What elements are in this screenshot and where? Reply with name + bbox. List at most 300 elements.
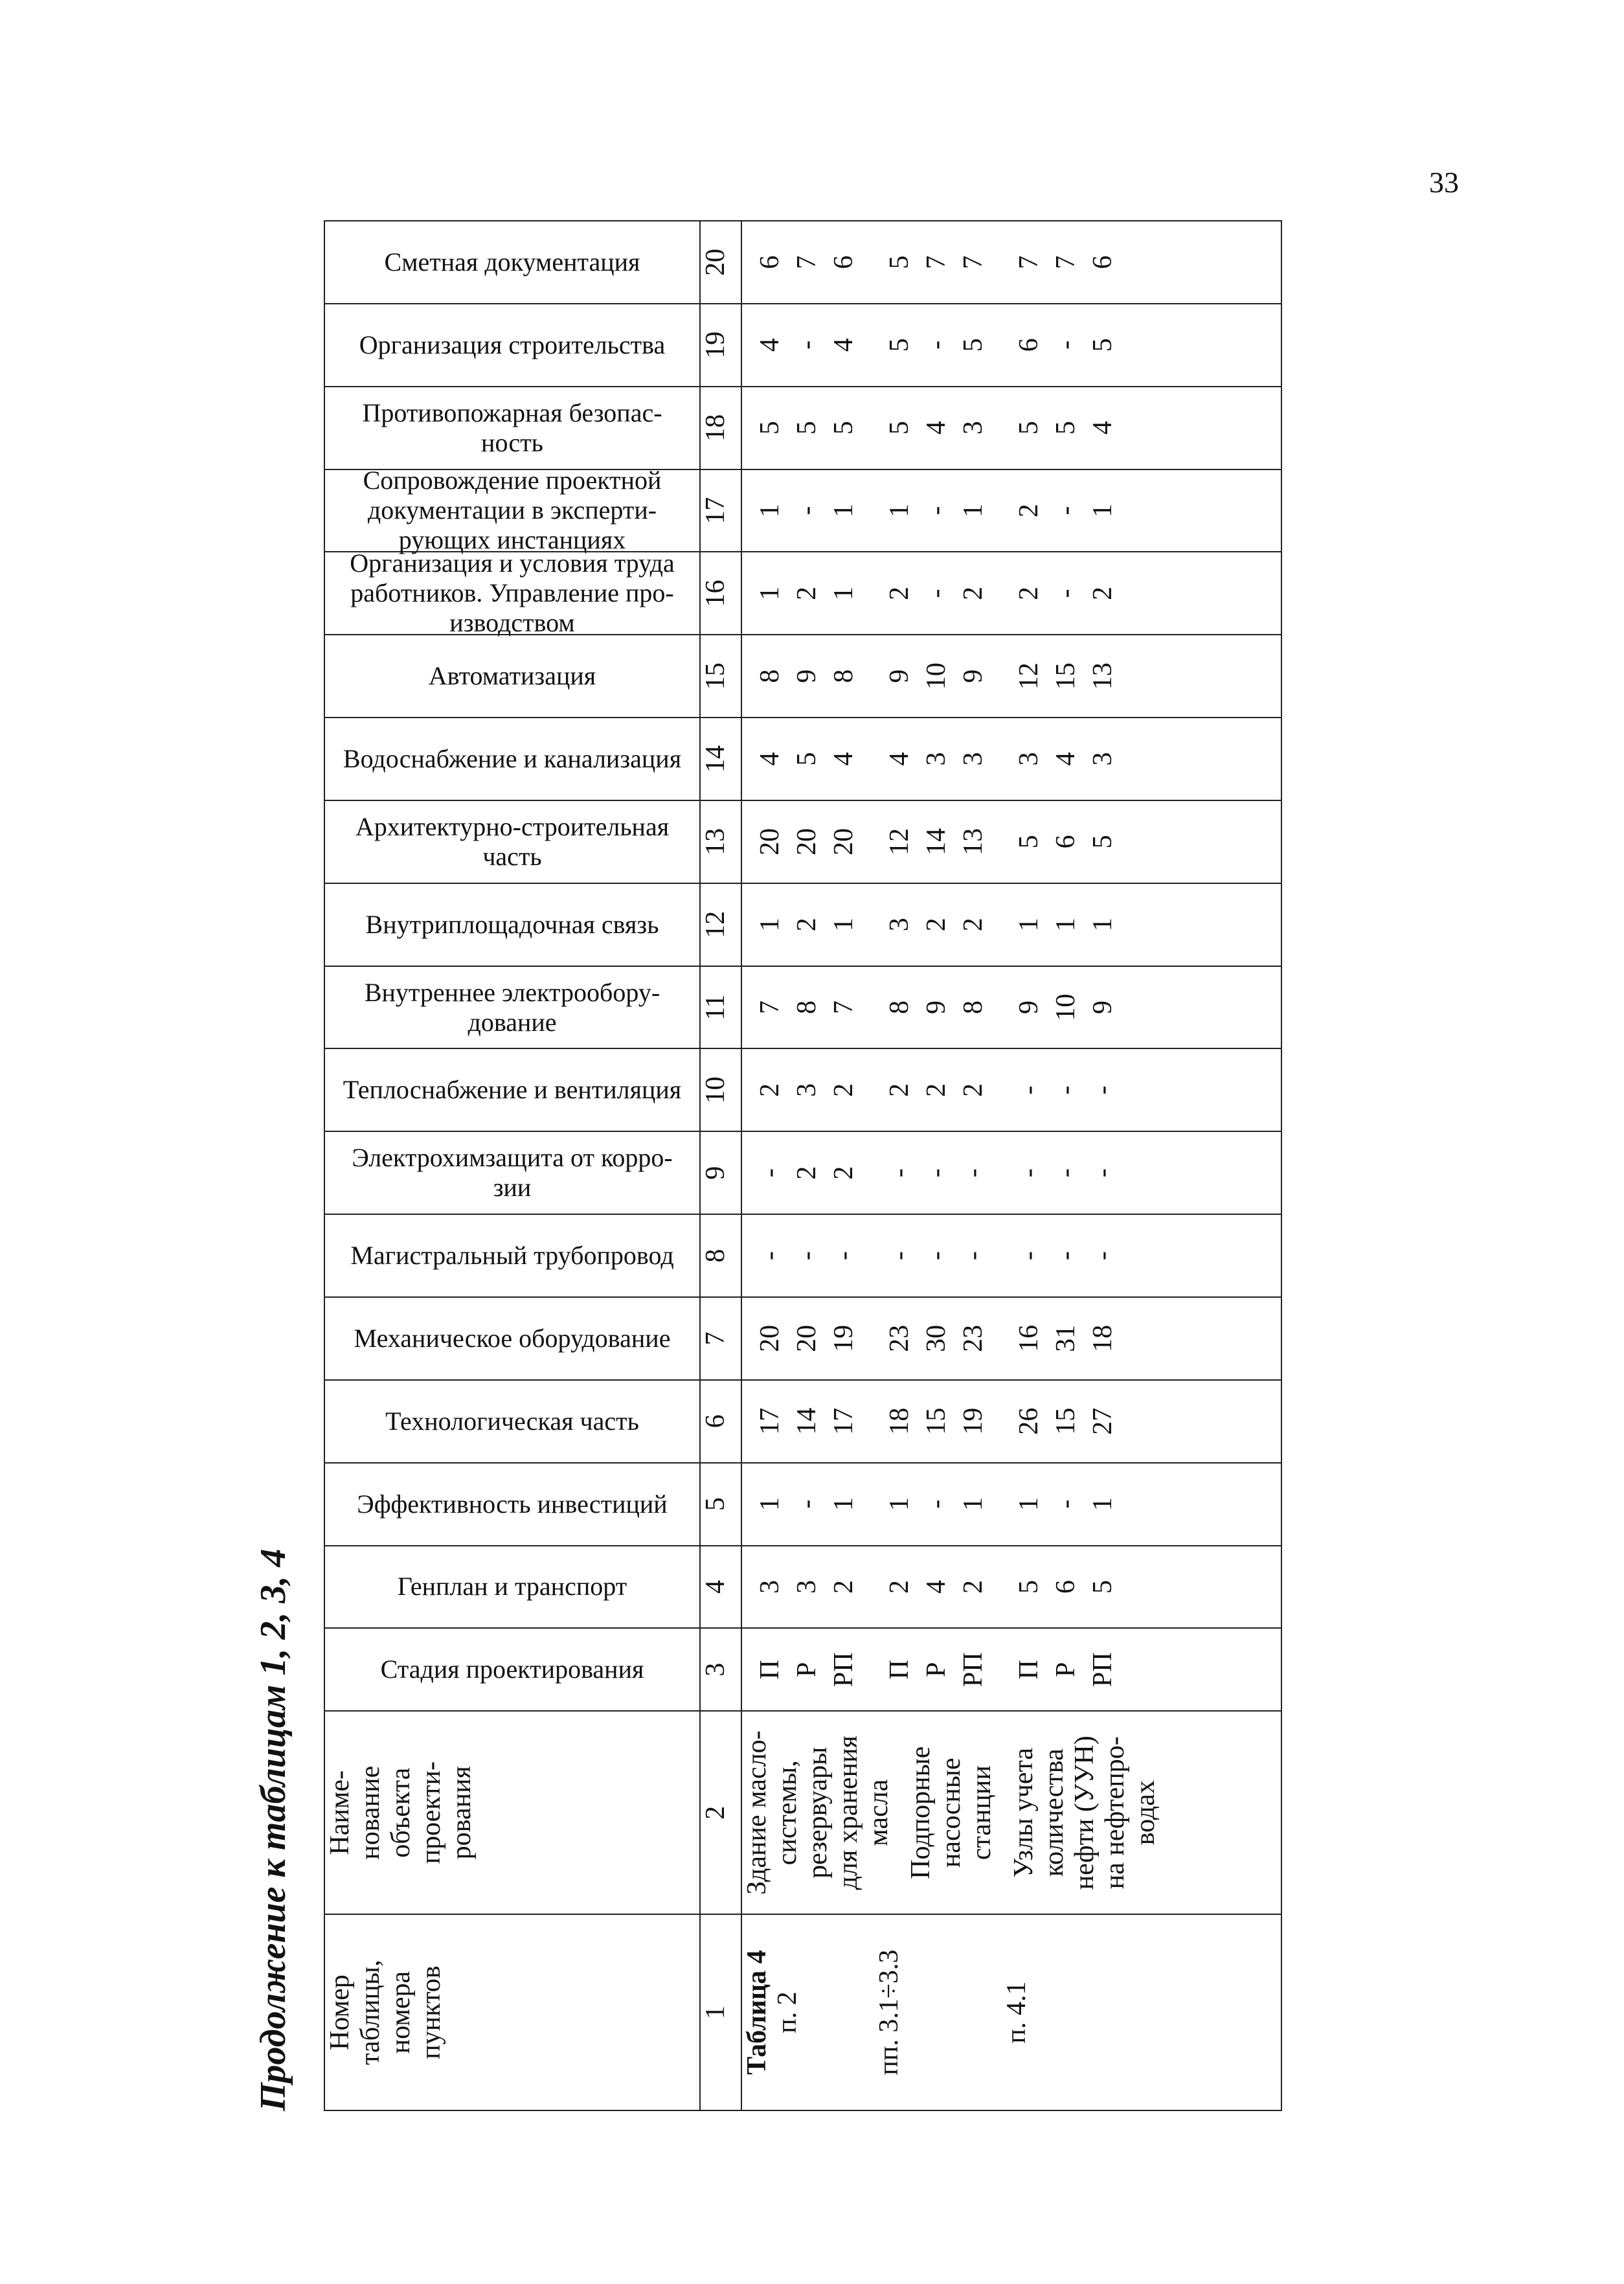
value: 2 <box>829 1579 859 1594</box>
stage-value: РП <box>1088 1652 1118 1688</box>
header-column-label: Сопровождение проектной документации в эксперти- рующих инстанциях <box>363 466 662 555</box>
value-group <box>872 1464 1001 1545</box>
value-cell <box>741 1297 1281 1380</box>
value-group <box>872 1215 1001 1296</box>
value-cell <box>741 1048 1281 1131</box>
value: - <box>1013 1168 1044 1178</box>
value: 4 <box>829 338 859 352</box>
object-name-line: станции <box>967 1765 997 1860</box>
value-cell <box>741 552 1281 635</box>
value-group <box>872 967 1001 1048</box>
value: 6 <box>1050 1579 1081 1594</box>
value-group <box>872 387 1001 469</box>
value: - <box>1050 1499 1081 1509</box>
value-group <box>742 1298 872 1379</box>
header-line: номера <box>386 1971 416 2054</box>
object-name-line: системы, <box>773 1760 803 1866</box>
value: 1 <box>1088 1497 1118 1511</box>
value-group <box>742 387 872 469</box>
header-column <box>324 387 700 469</box>
value-group <box>742 1629 872 1710</box>
value: - <box>1088 1168 1118 1178</box>
value-cell <box>741 221 1281 304</box>
value: 4 <box>754 338 785 352</box>
value-group <box>1001 1132 1131 1214</box>
value-cell <box>741 469 1281 552</box>
value: 2 <box>791 918 822 932</box>
value: 9 <box>791 669 822 683</box>
value: 20 <box>829 828 859 855</box>
value-group <box>872 1546 1001 1628</box>
column-number: 3 <box>700 1628 741 1711</box>
value: 14 <box>791 1407 822 1435</box>
value-group <box>872 635 1001 717</box>
value-group <box>1001 884 1131 966</box>
header-column-label: Внутриплощадочная связь <box>365 909 659 939</box>
value-group <box>872 884 1001 966</box>
value: 2 <box>884 1083 914 1097</box>
value-cell <box>741 1546 1281 1629</box>
object-name-line: нефти (УУН) <box>1070 1736 1100 1890</box>
header-column-label: Противопожарная безопас- ность <box>362 398 662 457</box>
value: 3 <box>754 1579 785 1594</box>
header-column <box>324 1297 700 1380</box>
header-column <box>324 1214 700 1297</box>
column-number: 10 <box>700 1048 741 1131</box>
header-column-label: Автоматизация <box>428 661 596 691</box>
header-table-number <box>324 1914 700 2110</box>
value-group <box>742 1381 872 1462</box>
value: 1 <box>958 1497 989 1511</box>
value-group <box>742 1132 872 1214</box>
value: 2 <box>958 586 989 600</box>
value: 5 <box>791 752 822 766</box>
column-number: 6 <box>700 1380 741 1463</box>
column-number: 14 <box>700 718 741 800</box>
value: 1 <box>754 1497 785 1511</box>
value: 1 <box>754 586 785 600</box>
value: 16 <box>1013 1324 1044 1352</box>
object-name-cell <box>741 1711 1281 1914</box>
value: 4 <box>754 752 785 766</box>
value: 9 <box>958 669 989 683</box>
value: 8 <box>958 1001 989 1015</box>
value: - <box>791 1499 822 1509</box>
value: - <box>884 1251 914 1261</box>
value: - <box>1013 1251 1044 1261</box>
table-number-line: п. 2 <box>773 1991 803 2033</box>
value-cell <box>741 304 1281 387</box>
value: 26 <box>1013 1407 1044 1435</box>
value: - <box>1050 589 1081 598</box>
value-group <box>872 304 1001 386</box>
value: 13 <box>958 828 989 855</box>
value: 5 <box>829 421 859 435</box>
object-name-line: насосные <box>936 1758 967 1868</box>
value: 6 <box>829 255 859 269</box>
value: 13 <box>1088 662 1118 690</box>
value: 1 <box>1050 918 1081 932</box>
value: 5 <box>884 421 914 435</box>
header-column <box>324 1463 700 1546</box>
column-number: 7 <box>700 1297 741 1380</box>
value: 5 <box>1088 338 1118 352</box>
column-number: 12 <box>700 883 741 966</box>
value-group <box>1001 1464 1131 1545</box>
object-name-line: Узлы учета <box>1009 1747 1039 1878</box>
value: 31 <box>1050 1324 1081 1352</box>
value: 2 <box>829 1083 859 1097</box>
value: 20 <box>754 1324 785 1352</box>
value-group <box>742 1464 872 1545</box>
value: 2 <box>958 1579 989 1594</box>
value-cell <box>741 387 1281 469</box>
value: - <box>1013 1085 1044 1095</box>
value: 7 <box>791 255 822 269</box>
header-line: пунктов <box>416 1965 447 2059</box>
value: 2 <box>884 1579 914 1594</box>
value-group <box>742 304 872 386</box>
header-column-label: Генплан и транспорт <box>397 1572 627 1601</box>
value: 5 <box>754 421 785 435</box>
value: - <box>958 1251 989 1261</box>
value: 1 <box>829 1497 859 1511</box>
column-number: 15 <box>700 635 741 718</box>
value-group <box>1001 801 1131 883</box>
value: 2 <box>829 1166 859 1180</box>
value-group <box>1001 1298 1131 1379</box>
stage-value: П <box>1013 1660 1044 1680</box>
object-name-group <box>906 1712 997 1914</box>
value-group <box>872 801 1001 883</box>
header-line: Номер <box>325 1974 355 2050</box>
value: 12 <box>1013 662 1044 690</box>
table-number-cell <box>741 1914 1281 2110</box>
column-number: 11 <box>700 966 741 1049</box>
header-column-label: Теплоснабжение и вентиляция <box>343 1075 682 1105</box>
object-name-line: Подпорные <box>906 1746 936 1879</box>
column-number: 4 <box>700 1546 741 1629</box>
rotated-table-area <box>253 220 1515 2111</box>
value: 27 <box>1088 1407 1118 1435</box>
value: 2 <box>1013 586 1044 600</box>
value: 15 <box>1050 1407 1081 1435</box>
value: 3 <box>791 1579 822 1594</box>
value: - <box>1050 340 1081 350</box>
header-column <box>324 966 700 1049</box>
value: 2 <box>921 1083 951 1097</box>
column-number: 20 <box>700 221 741 304</box>
value-cell <box>741 800 1281 883</box>
stage-value: РП <box>958 1652 989 1688</box>
value: - <box>1050 1085 1081 1095</box>
stage-value: П <box>884 1660 914 1680</box>
header-column <box>324 1131 700 1214</box>
stage-value: Р <box>1050 1662 1081 1677</box>
value: 9 <box>1013 1001 1044 1015</box>
object-name-group <box>742 1712 894 1914</box>
value: 7 <box>754 1001 785 1015</box>
header-column <box>324 718 700 800</box>
value: 3 <box>921 752 951 766</box>
value: - <box>958 1168 989 1178</box>
header-object-name <box>324 1711 700 1914</box>
value-cell <box>741 1463 1281 1546</box>
value-group <box>872 470 1001 552</box>
value-group <box>1001 1381 1131 1462</box>
value-group <box>872 552 1001 634</box>
value-group <box>1001 967 1131 1048</box>
header-column-label: Механическое оборудование <box>354 1323 671 1353</box>
header-column-label: Стадия проектирования <box>380 1655 644 1684</box>
value: 9 <box>884 669 914 683</box>
value: 2 <box>791 1166 822 1180</box>
value-cell <box>741 966 1281 1049</box>
value: 1 <box>1088 503 1118 517</box>
value: - <box>921 506 951 515</box>
header-line: проекти- <box>416 1761 447 1864</box>
value: 7 <box>958 255 989 269</box>
value-group <box>742 635 872 717</box>
header-column-label: Электрохимзащита от корро- зии <box>352 1143 673 1203</box>
value: 3 <box>958 421 989 435</box>
object-name-line: резервуары <box>803 1747 833 1879</box>
value-group <box>872 718 1001 800</box>
value: 30 <box>921 1324 951 1352</box>
object-name-line: на нефтепро- <box>1100 1736 1131 1890</box>
value-group <box>1001 1629 1131 1710</box>
value: 2 <box>921 918 951 932</box>
value: 4 <box>1050 752 1081 766</box>
header-column <box>324 304 700 387</box>
value: 3 <box>958 752 989 766</box>
value: - <box>921 1168 951 1178</box>
object-name-line: масла <box>864 1779 894 1846</box>
value-group <box>742 552 872 634</box>
value-group <box>1001 387 1131 469</box>
value-group <box>1001 718 1131 800</box>
value-group <box>742 718 872 800</box>
value-cell <box>741 635 1281 718</box>
header-line: объекта <box>386 1767 416 1858</box>
value: 15 <box>921 1407 951 1435</box>
value: - <box>921 1499 951 1509</box>
table-container <box>324 220 1282 2111</box>
value: 5 <box>1013 421 1044 435</box>
value-group <box>872 1298 1001 1379</box>
object-name-group <box>1009 1712 1161 1914</box>
value: 1 <box>1013 918 1044 932</box>
page-number: 33 <box>1429 166 1459 199</box>
value: 6 <box>1050 835 1081 849</box>
value-group <box>872 1049 1001 1131</box>
value: - <box>884 1168 914 1178</box>
stage-value: РП <box>829 1652 859 1688</box>
value-cell <box>741 1380 1281 1463</box>
value-group <box>1001 470 1131 552</box>
header-column-label: Архитектурно-строительная часть <box>355 811 670 871</box>
value: 1 <box>829 503 859 517</box>
value: 5 <box>1088 835 1118 849</box>
value: 12 <box>884 828 914 855</box>
value-cell <box>741 1214 1281 1297</box>
value: 1 <box>1013 1497 1044 1511</box>
value-group <box>1001 552 1131 634</box>
table-number-group <box>1002 1915 1032 2110</box>
value: 7 <box>1013 255 1044 269</box>
table-number-group <box>742 1915 803 2110</box>
object-name-line: количества <box>1039 1748 1070 1877</box>
header-column <box>324 1380 700 1463</box>
value-group <box>1001 304 1131 386</box>
value: 5 <box>791 421 822 435</box>
column-number: 5 <box>700 1463 741 1546</box>
value-group <box>1001 1546 1131 1628</box>
value: 7 <box>921 255 951 269</box>
value-cell <box>741 883 1281 966</box>
header-column <box>324 548 700 638</box>
data-row <box>741 221 1281 2110</box>
header-column-label: Водоснабжение и канализация <box>343 744 682 774</box>
value-group <box>1001 635 1131 717</box>
value-group <box>742 884 872 966</box>
value-group <box>742 1546 872 1628</box>
value: - <box>754 1251 785 1261</box>
header-column <box>324 221 700 304</box>
value-group <box>742 470 872 552</box>
value: 1 <box>829 918 859 932</box>
column-number: 13 <box>700 800 741 883</box>
value-group <box>742 1215 872 1296</box>
value-group <box>872 1132 1001 1214</box>
value-group <box>1001 1215 1131 1296</box>
table-number-line: п. 4.1 <box>1002 1981 1032 2044</box>
stage-cell <box>741 1628 1281 1711</box>
value: 3 <box>1013 752 1044 766</box>
value: 1 <box>1088 918 1118 932</box>
header-column <box>324 466 700 555</box>
value: 4 <box>884 752 914 766</box>
stage-value: П <box>754 1660 785 1680</box>
value: 7 <box>829 1001 859 1015</box>
value: 5 <box>1050 421 1081 435</box>
value: 3 <box>791 1083 822 1097</box>
column-number-row <box>700 221 741 2110</box>
header-line: нование <box>355 1765 386 1860</box>
header-column-label: Сметная документация <box>384 247 640 277</box>
value: - <box>921 340 951 350</box>
value: 5 <box>1013 835 1044 849</box>
value: 7 <box>1050 255 1081 269</box>
value: 23 <box>884 1324 914 1352</box>
value: 15 <box>1050 662 1081 690</box>
value: 2 <box>754 1083 785 1097</box>
value: 5 <box>884 338 914 352</box>
value: 9 <box>921 1001 951 1015</box>
value: 2 <box>1013 503 1044 517</box>
value: 8 <box>754 669 785 683</box>
value: 1 <box>829 586 859 600</box>
column-number: 16 <box>700 552 741 635</box>
column-number: 19 <box>700 304 741 387</box>
header-column-label: Магистральный трубопровод <box>350 1241 674 1271</box>
value: 4 <box>1088 421 1118 435</box>
table-number-group <box>874 1915 905 2110</box>
table-number-line: Таблица 4 <box>742 1950 772 2075</box>
value: 8 <box>791 1001 822 1015</box>
header-column <box>324 1048 700 1131</box>
value: - <box>921 1251 951 1261</box>
value: 4 <box>921 421 951 435</box>
value: 3 <box>884 918 914 932</box>
object-name-line: Здание масло- <box>742 1730 772 1895</box>
column-number: 18 <box>700 387 741 469</box>
value: 5 <box>884 255 914 269</box>
value: 19 <box>829 1324 859 1352</box>
value: - <box>1050 1251 1081 1261</box>
header-column-label: Организация и условия труда работников. Управление про- изводством <box>350 548 675 638</box>
object-name-line: для хранения <box>833 1736 864 1890</box>
value: 6 <box>1013 338 1044 352</box>
value: - <box>754 1168 785 1178</box>
header-column-label: Организация строительства <box>359 330 666 359</box>
value: 17 <box>829 1407 859 1435</box>
value-group <box>1001 1049 1131 1131</box>
value: 8 <box>884 1001 914 1015</box>
value: - <box>791 506 822 515</box>
value: 1 <box>754 503 785 517</box>
header-column-label: Технологическая часть <box>385 1406 639 1436</box>
header-column <box>324 800 700 883</box>
table-number-line: пп. 3.1÷3.3 <box>874 1949 905 2075</box>
value-group <box>742 801 872 883</box>
object-name-line: водах <box>1131 1780 1161 1846</box>
value-group <box>872 1629 1001 1710</box>
value: - <box>1050 506 1081 515</box>
value: 1 <box>754 918 785 932</box>
value: 2 <box>791 586 822 600</box>
value-group <box>872 1381 1001 1462</box>
value: - <box>1088 1251 1118 1261</box>
header-line: рования <box>447 1766 477 1860</box>
column-number: 8 <box>700 1214 741 1297</box>
value: 1 <box>884 1497 914 1511</box>
value: 2 <box>884 586 914 600</box>
value-group <box>872 221 1001 303</box>
value-cell <box>741 1131 1281 1214</box>
value: - <box>1088 1085 1118 1095</box>
value: 6 <box>754 255 785 269</box>
value: 3 <box>1088 752 1118 766</box>
value: - <box>791 340 822 350</box>
column-number: 9 <box>700 1131 741 1214</box>
value: 20 <box>791 1324 822 1352</box>
header-row <box>324 221 700 2110</box>
value: 2 <box>958 918 989 932</box>
header-line: Наиме- <box>325 1770 355 1855</box>
value: 4 <box>829 752 859 766</box>
value: 6 <box>1088 255 1118 269</box>
value: - <box>1050 1168 1081 1178</box>
value: 1 <box>884 503 914 517</box>
value: - <box>791 1251 822 1261</box>
column-number: 17 <box>700 469 741 552</box>
header-column <box>324 1546 700 1629</box>
value: 10 <box>921 662 951 690</box>
value: 18 <box>884 1407 914 1435</box>
column-number: 2 <box>700 1711 741 1914</box>
value: 10 <box>1050 993 1081 1021</box>
